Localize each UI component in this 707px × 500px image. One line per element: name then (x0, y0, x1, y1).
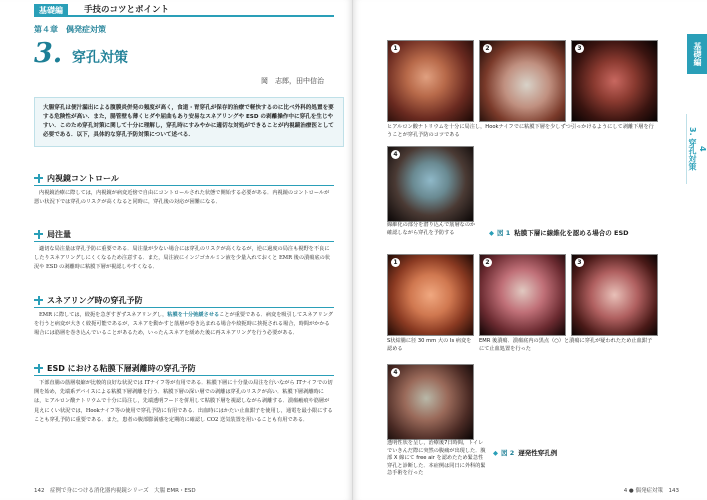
paragraph: 下部直腸の筋層収縮が比較的良好な状況では ITナイフ等が有用である．粘膜下層に十分量の局注を行いながら ITナイフでの切開を始め，先端系デバイスによる粘膜下層剥離を行う．粘膜下層の深い層での剥離は穿孔のリスクが高い．粘膜下層剥離時には，ヒアルロン酸ナトリウムで十分に局注し，先端透明フードを併用して粘膜下層を視認しながら剥離する．潰瘍瘢痕や筋層が見えにくい状況では，Hookナイフ等の使用で穿孔予防に有用である．出血時にはかたい止血鉗子を使用し，通電を最小限にすることも穿孔予防に重要である．また，患者の腹部膨満感を定期的に確認し CO2 送気装置を用いることも有用である． (34, 380, 333, 423)
figure-caption: ヒアルロン酸ナトリウムを十分に局注し，Hookナイフでに粘膜下層を少しずつ引っかけるようにして剥離下層を行うことが穿孔予防のコツである (387, 124, 654, 138)
diamond-icon: ◆ (489, 229, 494, 237)
paragraph (34, 311, 334, 339)
photo-number: 4 (391, 150, 400, 159)
section-number: 3. (34, 38, 63, 69)
left-footer (34, 486, 196, 494)
section-heading: ESD における粘膜下層剥離時の穿孔予防 (47, 363, 196, 373)
section-snaring (34, 294, 334, 339)
left-page (0, 0, 353, 500)
highlight-text: 粘膜を十分弛緩させる (167, 312, 220, 318)
plus-icon (34, 230, 43, 239)
page-number: 142 (34, 488, 45, 494)
figure-title: 粘膜下層に線維化を認める場合の ESD (514, 229, 629, 237)
header-tag: 基礎編 (34, 4, 68, 17)
category-tab: 基礎編 (687, 34, 707, 74)
section-rule (34, 375, 334, 376)
figure-title: 遅発性穿孔例 (518, 449, 558, 457)
right-page (353, 0, 707, 500)
endoscopy-photo (387, 254, 474, 336)
paragraph-text: ことが重要である．病変を吸引してスネアリングを行うと病変が大きく絞扼可能であるが，スネアを動かすと筋層が巻き込まれる場合や絞扼時に挟扼される場合，時間がかかる場合には筋層を巻き込んでいることがあるため，いったんスネアを緩めた後に再スネアリングを行う必要がある． (34, 312, 333, 337)
endoscopy-photo (479, 40, 566, 122)
right-footer (624, 486, 679, 494)
paragraph-text: EMR に際しては，絞扼を急ぎすぎずスネアリングし， (39, 312, 168, 318)
section-heading: スネアリング時の穿孔予防 (47, 295, 143, 305)
page-number: 143 (668, 488, 679, 494)
figure-number: 図 1 (497, 229, 511, 237)
figure-label (489, 228, 629, 237)
figure-label (493, 448, 557, 457)
tab-chapter-number: 4 (698, 146, 707, 152)
endoscopy-photo (387, 146, 474, 222)
photo-number: 1 (391, 258, 400, 267)
figure-number: 図 2 (501, 449, 515, 457)
endoscopy-photo (479, 254, 566, 336)
endoscopy-photo (571, 40, 658, 122)
photo-number: 2 (483, 44, 492, 53)
photo-number: 3 (575, 44, 584, 53)
section-endoscope-control (34, 172, 334, 207)
tab-section-title: 3. 穿孔対策 (688, 127, 697, 171)
figure-caption: EMR 後潰瘍．潰瘍底内の黒点（○）と潰瘍に穿孔が疑われたため止血鉗子にて止血処置を行った (479, 338, 653, 352)
plus-icon (34, 364, 43, 373)
authors: 岡 志郎，田中信治 (261, 77, 324, 85)
paragraph: 適切な局注量は穿孔予防に重要である．局注量が少ない場合には穿孔のリスクが高くなるが，逆に過度の局注も視野を不良にしたりスネアリングしにくくなるため注意する．また，局注液にインジゴカルミン液を少量入れておくと EMR 後の潰瘍底の状況や ESD の剥離時に粘膜下層が視認しやすくなる． (34, 246, 330, 271)
plus-icon (34, 296, 43, 305)
endoscopy-photo (387, 40, 474, 122)
endoscopy-photo (571, 254, 658, 336)
photo-number: 3 (575, 258, 584, 267)
figure-caption: 線維化の部分を潜り込んで筋層なのか確認しながら穿孔を予防する (387, 222, 476, 236)
intro-box: 大腸穿孔は便汁漏出による腹膜炎併発の頻度が高く，食道・胃穿孔が保存的治療で軽快するのに比べ外科的処置を要する危険性が高い．また，腸管壁も薄くヒダや屈曲もあり安易なスネアリングや ESD の剥離操作中に穿孔を生じやすい．このため穿孔対策に関して十分に理解し，穿孔時にすみやかに適切な対処ができることが内視鏡治療医として必要である．以下，具体的な穿孔予防対策について述べる． (34, 97, 344, 147)
series-title: 症例で身につける消化器内視鏡シリーズ 大腸 EMR・ESD (50, 488, 196, 494)
plus-icon (34, 174, 43, 183)
section-rule (34, 307, 334, 308)
header-title: 手技のコツとポイント (84, 5, 170, 15)
section-heading: 内視鏡コントロール (47, 173, 119, 183)
section-esd-dissection (34, 362, 334, 425)
footer-section: 4 ● 偶発症対策 (623, 488, 663, 494)
section-tab (686, 114, 707, 184)
figure-caption: S状結腸に径 30 mm 大の Is 病変を認める (387, 338, 472, 352)
section-title: 穿孔対策 (72, 50, 128, 66)
header-rule (34, 15, 334, 17)
photo-number: 1 (391, 44, 400, 53)
endoscopy-photo (387, 364, 474, 440)
photo-number: 4 (391, 368, 400, 377)
section-rule (34, 185, 334, 186)
diamond-icon: ◆ (493, 449, 498, 457)
figure-caption: 透明性状を呈し，治療後7日時間，トイレでいきんだ際に突然の腹痛が出現した．腹部 X 線にて free air を認めたため緊急性穿孔と診断した．本症例は同日に外科的緊急手術を行った (387, 440, 486, 476)
chapter-title: 第４章 偶発症対策 (34, 25, 106, 34)
paragraph: 内視鏡治療に際しては，内視鏡が病変近傍で自由にコントロールされた状態で開始する必要がある．内視鏡のコントロールが悪い状況下では穿孔のリスクが高くなると同時に，穿孔後の対応が困難になる． (34, 190, 330, 206)
section-heading: 局注量 (47, 229, 71, 239)
section-injection-volume (34, 228, 334, 273)
section-rule (34, 241, 334, 242)
photo-number: 2 (483, 258, 492, 267)
